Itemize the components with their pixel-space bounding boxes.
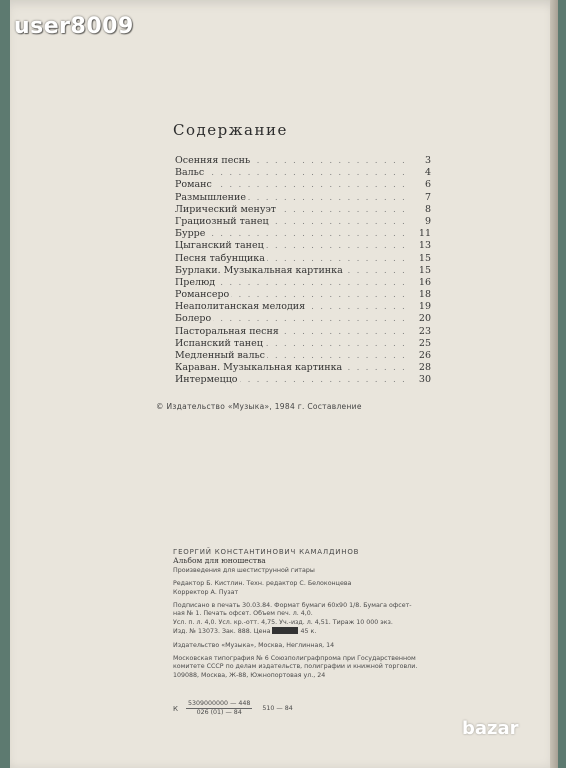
toc-item-page: 13 (411, 240, 431, 252)
toc-item (175, 277, 431, 289)
imprint-printer-line: комитете СССР по делам издательств, полиграфии и книжной торговли. (173, 663, 418, 671)
toc-item-page: 20 (411, 313, 431, 325)
toc-item-title: Лирический менуэт (175, 203, 277, 215)
toc-item-title: Бурлаки. Музыкальная картинка (175, 264, 343, 276)
toc-item (175, 265, 431, 277)
toc-item-page: 15 (411, 253, 431, 265)
toc-item-title: Вальс (175, 167, 205, 179)
page-edge (550, 0, 558, 768)
toc-item-title: Пасторальная песня (175, 325, 279, 337)
toc-item-page: 9 (411, 216, 431, 228)
imprint-publisher: Издательство «Музыка», Москва, Неглинная, 14 (173, 641, 335, 649)
toc-item-page: 18 (411, 289, 431, 301)
toc-item-title: Размышление (175, 191, 246, 203)
toc-item (175, 301, 431, 313)
toc-item (175, 289, 431, 301)
imprint-author: ГЕОРГИЙ КОНСТАНТИНОВИЧ КАМАЛДИНОВ (173, 548, 360, 556)
toc-item-title: Медленный вальс (175, 350, 265, 361)
imprint-print-line: Усл. п. л. 4,0. Усл. кр.-отт. 4,75. Уч.-изд. л. 4,51. Тираж 10 000 экз. (173, 618, 393, 626)
toc-item (175, 313, 431, 325)
imprint-book-title: Альбом для юношества (173, 556, 266, 566)
toc-item (175, 179, 431, 191)
site-logo: bazar (462, 718, 519, 739)
toc-item (175, 204, 431, 216)
imprint-editors-line: Редактор Б. Кистлин. Техн. редактор С. Белоконцева (173, 580, 352, 588)
toc-item-title: Испанский танец (175, 337, 263, 349)
imprint-print-line (173, 627, 473, 636)
toc-item (175, 374, 431, 386)
toc-item (175, 192, 431, 204)
document-page (10, 0, 558, 768)
toc-item-page: 30 (411, 374, 431, 386)
imprint-printer-line: Московская типография № 6 Союзполиграфпрома при Государственном (173, 655, 416, 663)
toc-item (175, 362, 431, 374)
toc-item-title: Неаполитанская мелодия (175, 301, 306, 313)
toc-item (175, 253, 431, 265)
imprint-price: 45 к. (300, 628, 317, 636)
toc-item-title: Цыганский танец (175, 240, 264, 252)
toc-item-page: 3 (411, 155, 431, 167)
toc-item-title: Осенняя песнь (175, 155, 251, 166)
redaction-mark (272, 627, 298, 634)
toc-list (175, 155, 431, 387)
imprint-order-text: Изд. № 13073. Зак. 888. Цена (173, 628, 271, 636)
toc-item-title: Прелюд (175, 276, 216, 288)
toc-item-page: 23 (411, 326, 431, 338)
catalog-code (173, 700, 293, 717)
toc-item-page: 8 (411, 204, 431, 216)
toc-item-title: Песня табунщика (175, 252, 265, 264)
toc-item-page: 28 (411, 362, 431, 374)
catalog-code-denominator: 026 (01) — 84 (196, 709, 242, 716)
toc-item-title: Караван. Музыкальная картинка (175, 362, 343, 374)
toc-item (175, 326, 431, 338)
toc-item (175, 155, 431, 167)
toc-item-page: 6 (411, 179, 431, 191)
toc-item-title: Романсеро (175, 289, 230, 301)
toc-item-page: 7 (411, 192, 431, 204)
toc-item-page: 26 (411, 350, 431, 362)
toc-item-title: Бурре (175, 228, 206, 240)
toc-item-page: 16 (411, 277, 431, 289)
toc-item (175, 350, 431, 362)
copyright-line: © Издательство «Музыка», 1984 г. Составление (156, 402, 362, 411)
toc-item (175, 216, 431, 228)
imprint-editors-line: Корректор А. Пузат (173, 588, 239, 596)
catalog-code-fraction (186, 700, 252, 717)
toc-item-page: 4 (411, 167, 431, 179)
toc-item-page: 19 (411, 301, 431, 313)
catalog-code-numerator: 5309000000 — 448 (188, 700, 251, 707)
toc-item (175, 228, 431, 240)
toc-item-page: 25 (411, 338, 431, 350)
imprint-block (173, 548, 473, 680)
toc-item-title: Грациозный танец (175, 215, 269, 227)
catalog-code-suffix: 510 — 84 (262, 704, 293, 712)
imprint-print-line: ная № 1. Печать офсет. Объем печ. л. 4,0. (173, 610, 313, 618)
toc-item (175, 167, 431, 179)
username-watermark: user8009 (14, 14, 134, 39)
toc-item-title: Романс (175, 179, 212, 191)
toc-item-title: Интермеццо (175, 374, 238, 386)
toc-item (175, 338, 431, 350)
imprint-subtitle: Произведения для шестиструнной гитары (173, 566, 315, 574)
toc-item-page: 15 (411, 265, 431, 277)
catalog-code-prefix: К (173, 704, 178, 713)
toc-heading: Содержание (173, 121, 288, 139)
imprint-printer-line: 109088, Москва, Ж-88, Южнопортовая ул., 24 (173, 671, 326, 679)
toc-item-title: Болеро (175, 313, 212, 325)
toc-item (175, 240, 431, 252)
toc-item-page: 11 (411, 228, 431, 240)
imprint-print-line: Подписано в печать 30.03.84. Формат бумаги 60х90 1/8. Бумага офсет- (173, 602, 412, 610)
